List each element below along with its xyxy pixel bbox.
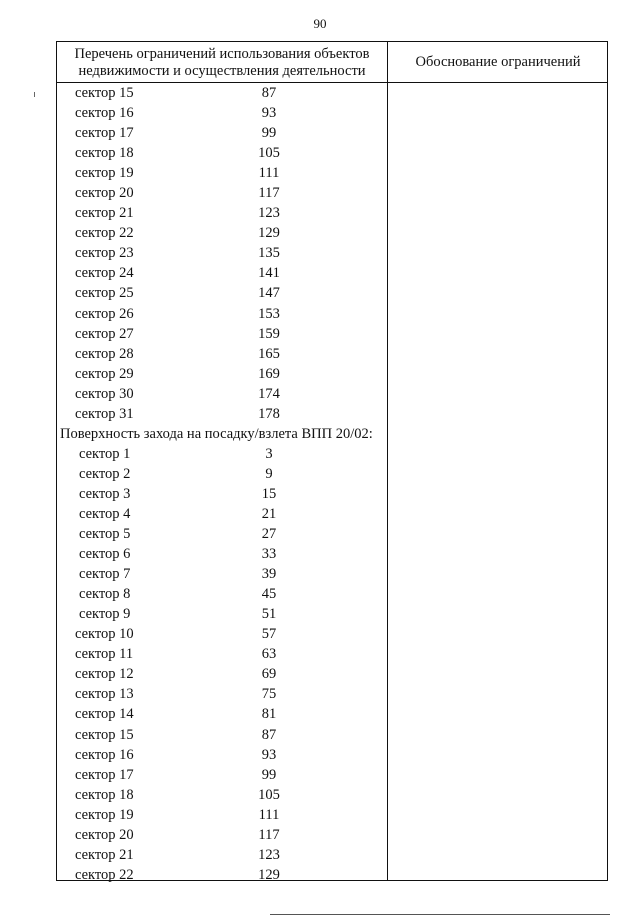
table-row bbox=[57, 103, 387, 123]
sector-value: 33 bbox=[261, 546, 277, 563]
sector-value: 117 bbox=[258, 826, 280, 843]
table-row bbox=[57, 765, 387, 785]
table-row bbox=[57, 664, 387, 684]
table-row bbox=[57, 123, 387, 143]
table-row bbox=[57, 324, 387, 344]
table-row bbox=[57, 644, 387, 664]
table-row bbox=[57, 504, 387, 524]
sector-value: 69 bbox=[261, 666, 277, 683]
sector-value: 129 bbox=[258, 866, 280, 883]
sector-name: сектор 16 bbox=[75, 746, 134, 763]
header-restrictions-list: Перечень ограничений использования объектов недвижимости и осуществления деятельности bbox=[74, 46, 370, 79]
sector-value: 57 bbox=[261, 626, 277, 643]
sector-name: сектор 28 bbox=[75, 345, 134, 362]
sector-value: 51 bbox=[261, 606, 277, 623]
table-row bbox=[57, 865, 387, 885]
sector-name: сектор 17 bbox=[75, 766, 134, 783]
table-row bbox=[57, 464, 387, 484]
sector-value: 63 bbox=[261, 646, 277, 663]
sector-value: 105 bbox=[258, 786, 280, 803]
table-row bbox=[57, 745, 387, 765]
table-row bbox=[57, 263, 387, 283]
sector-name: сектор 21 bbox=[75, 205, 134, 222]
sector-value: 117 bbox=[258, 185, 280, 202]
sector-value: 135 bbox=[258, 245, 280, 262]
sector-value: 99 bbox=[261, 125, 277, 142]
sector-value: 123 bbox=[258, 205, 280, 222]
page-bottom-rule bbox=[270, 914, 610, 915]
sector-value: 129 bbox=[258, 225, 280, 242]
sector-name: сектор 31 bbox=[75, 405, 134, 422]
table-row bbox=[57, 704, 387, 724]
sector-value: 81 bbox=[261, 706, 277, 723]
section-title: Поверхность захода на посадку/взлета ВПП 20/02: bbox=[60, 425, 373, 442]
sector-value: 75 bbox=[261, 686, 277, 703]
sector-name: сектор 20 bbox=[75, 826, 134, 843]
table-row bbox=[57, 364, 387, 384]
sector-value: 159 bbox=[258, 325, 280, 342]
sector-name: сектор 7 bbox=[79, 566, 131, 583]
table-row bbox=[57, 143, 387, 163]
sector-value: 147 bbox=[258, 285, 280, 302]
table-row bbox=[57, 223, 387, 243]
sector-value: 169 bbox=[258, 365, 280, 382]
table-row bbox=[57, 283, 387, 303]
sector-name: сектор 14 bbox=[75, 706, 134, 723]
sector-value: 3 bbox=[265, 445, 273, 462]
table-row bbox=[57, 163, 387, 183]
sector-value: 111 bbox=[258, 806, 280, 823]
sector-value: 21 bbox=[261, 505, 277, 522]
table-row bbox=[57, 684, 387, 704]
sector-name: сектор 15 bbox=[75, 85, 134, 101]
sector-name: сектор 27 bbox=[75, 325, 134, 342]
sector-name: сектор 12 bbox=[75, 666, 134, 683]
table-row bbox=[57, 785, 387, 805]
sector-value: 93 bbox=[261, 746, 277, 763]
table-body bbox=[57, 83, 387, 885]
sector-value: 111 bbox=[258, 165, 280, 182]
table-row bbox=[57, 384, 387, 404]
table-row bbox=[57, 524, 387, 544]
sector-name: сектор 1 bbox=[79, 445, 131, 462]
sector-value: 178 bbox=[258, 405, 280, 422]
sector-value: 15 bbox=[261, 485, 277, 502]
table-row bbox=[57, 725, 387, 745]
table-row bbox=[57, 243, 387, 263]
sector-value: 123 bbox=[258, 846, 280, 863]
sector-value: 45 bbox=[261, 586, 277, 603]
scan-margin-mark bbox=[34, 92, 35, 97]
sector-name: сектор 30 bbox=[75, 385, 134, 402]
sector-name: сектор 18 bbox=[75, 145, 134, 162]
table-row bbox=[57, 183, 387, 203]
sector-value: 87 bbox=[261, 726, 277, 743]
table-row bbox=[57, 404, 387, 424]
table-row bbox=[57, 484, 387, 504]
sector-value: 105 bbox=[258, 145, 280, 162]
table-row bbox=[57, 805, 387, 825]
sector-name: сектор 6 bbox=[79, 546, 131, 563]
table-row bbox=[57, 825, 387, 845]
table-row bbox=[57, 624, 387, 644]
sector-value: 99 bbox=[261, 766, 277, 783]
sector-name: сектор 15 bbox=[75, 726, 134, 743]
sector-name: сектор 22 bbox=[75, 225, 134, 242]
table-row bbox=[57, 845, 387, 865]
sector-value: 87 bbox=[261, 85, 277, 101]
sector-name: сектор 19 bbox=[75, 165, 134, 182]
sector-name: сектор 5 bbox=[79, 526, 131, 543]
sector-value: 174 bbox=[258, 385, 280, 402]
sector-name: сектор 3 bbox=[79, 485, 131, 502]
sector-value: 165 bbox=[258, 345, 280, 362]
sector-name: сектор 4 bbox=[79, 505, 131, 522]
column-divider bbox=[387, 42, 388, 880]
sector-value: 27 bbox=[261, 526, 277, 543]
table-row bbox=[57, 304, 387, 324]
sector-value: 9 bbox=[265, 465, 273, 482]
sector-name: сектор 22 bbox=[75, 866, 134, 883]
sector-name: сектор 25 bbox=[75, 285, 134, 302]
sector-name: сектор 20 bbox=[75, 185, 134, 202]
sector-name: сектор 8 bbox=[79, 586, 131, 603]
sector-name: сектор 23 bbox=[75, 245, 134, 262]
sector-name: сектор 2 bbox=[79, 465, 131, 482]
sector-name: сектор 13 bbox=[75, 686, 134, 703]
sector-name: сектор 29 bbox=[75, 365, 134, 382]
table-row bbox=[57, 584, 387, 604]
table-row bbox=[57, 83, 387, 103]
restrictions-table bbox=[56, 41, 608, 881]
sector-name: сектор 16 bbox=[75, 105, 134, 122]
sector-value: 39 bbox=[261, 566, 277, 583]
table-row bbox=[57, 564, 387, 584]
sector-name: сектор 18 bbox=[75, 786, 134, 803]
table-row bbox=[57, 544, 387, 564]
sector-name: сектор 11 bbox=[75, 646, 134, 663]
sector-value: 93 bbox=[261, 105, 277, 122]
page-number: 90 bbox=[313, 16, 327, 31]
table-row bbox=[57, 604, 387, 624]
sector-name: сектор 26 bbox=[75, 305, 134, 322]
sector-name: сектор 21 bbox=[75, 846, 134, 863]
sector-name: сектор 17 bbox=[75, 125, 134, 142]
table-row bbox=[57, 444, 387, 464]
table-row bbox=[57, 203, 387, 223]
sector-value: 153 bbox=[258, 305, 280, 322]
sector-value: 141 bbox=[258, 265, 280, 282]
sector-name: сектор 19 bbox=[75, 806, 134, 823]
table-row bbox=[57, 344, 387, 364]
sector-name: сектор 10 bbox=[75, 626, 134, 643]
sector-name: сектор 9 bbox=[79, 606, 131, 623]
sector-name: сектор 24 bbox=[75, 265, 134, 282]
header-justification: Обоснование ограничений bbox=[415, 53, 581, 70]
